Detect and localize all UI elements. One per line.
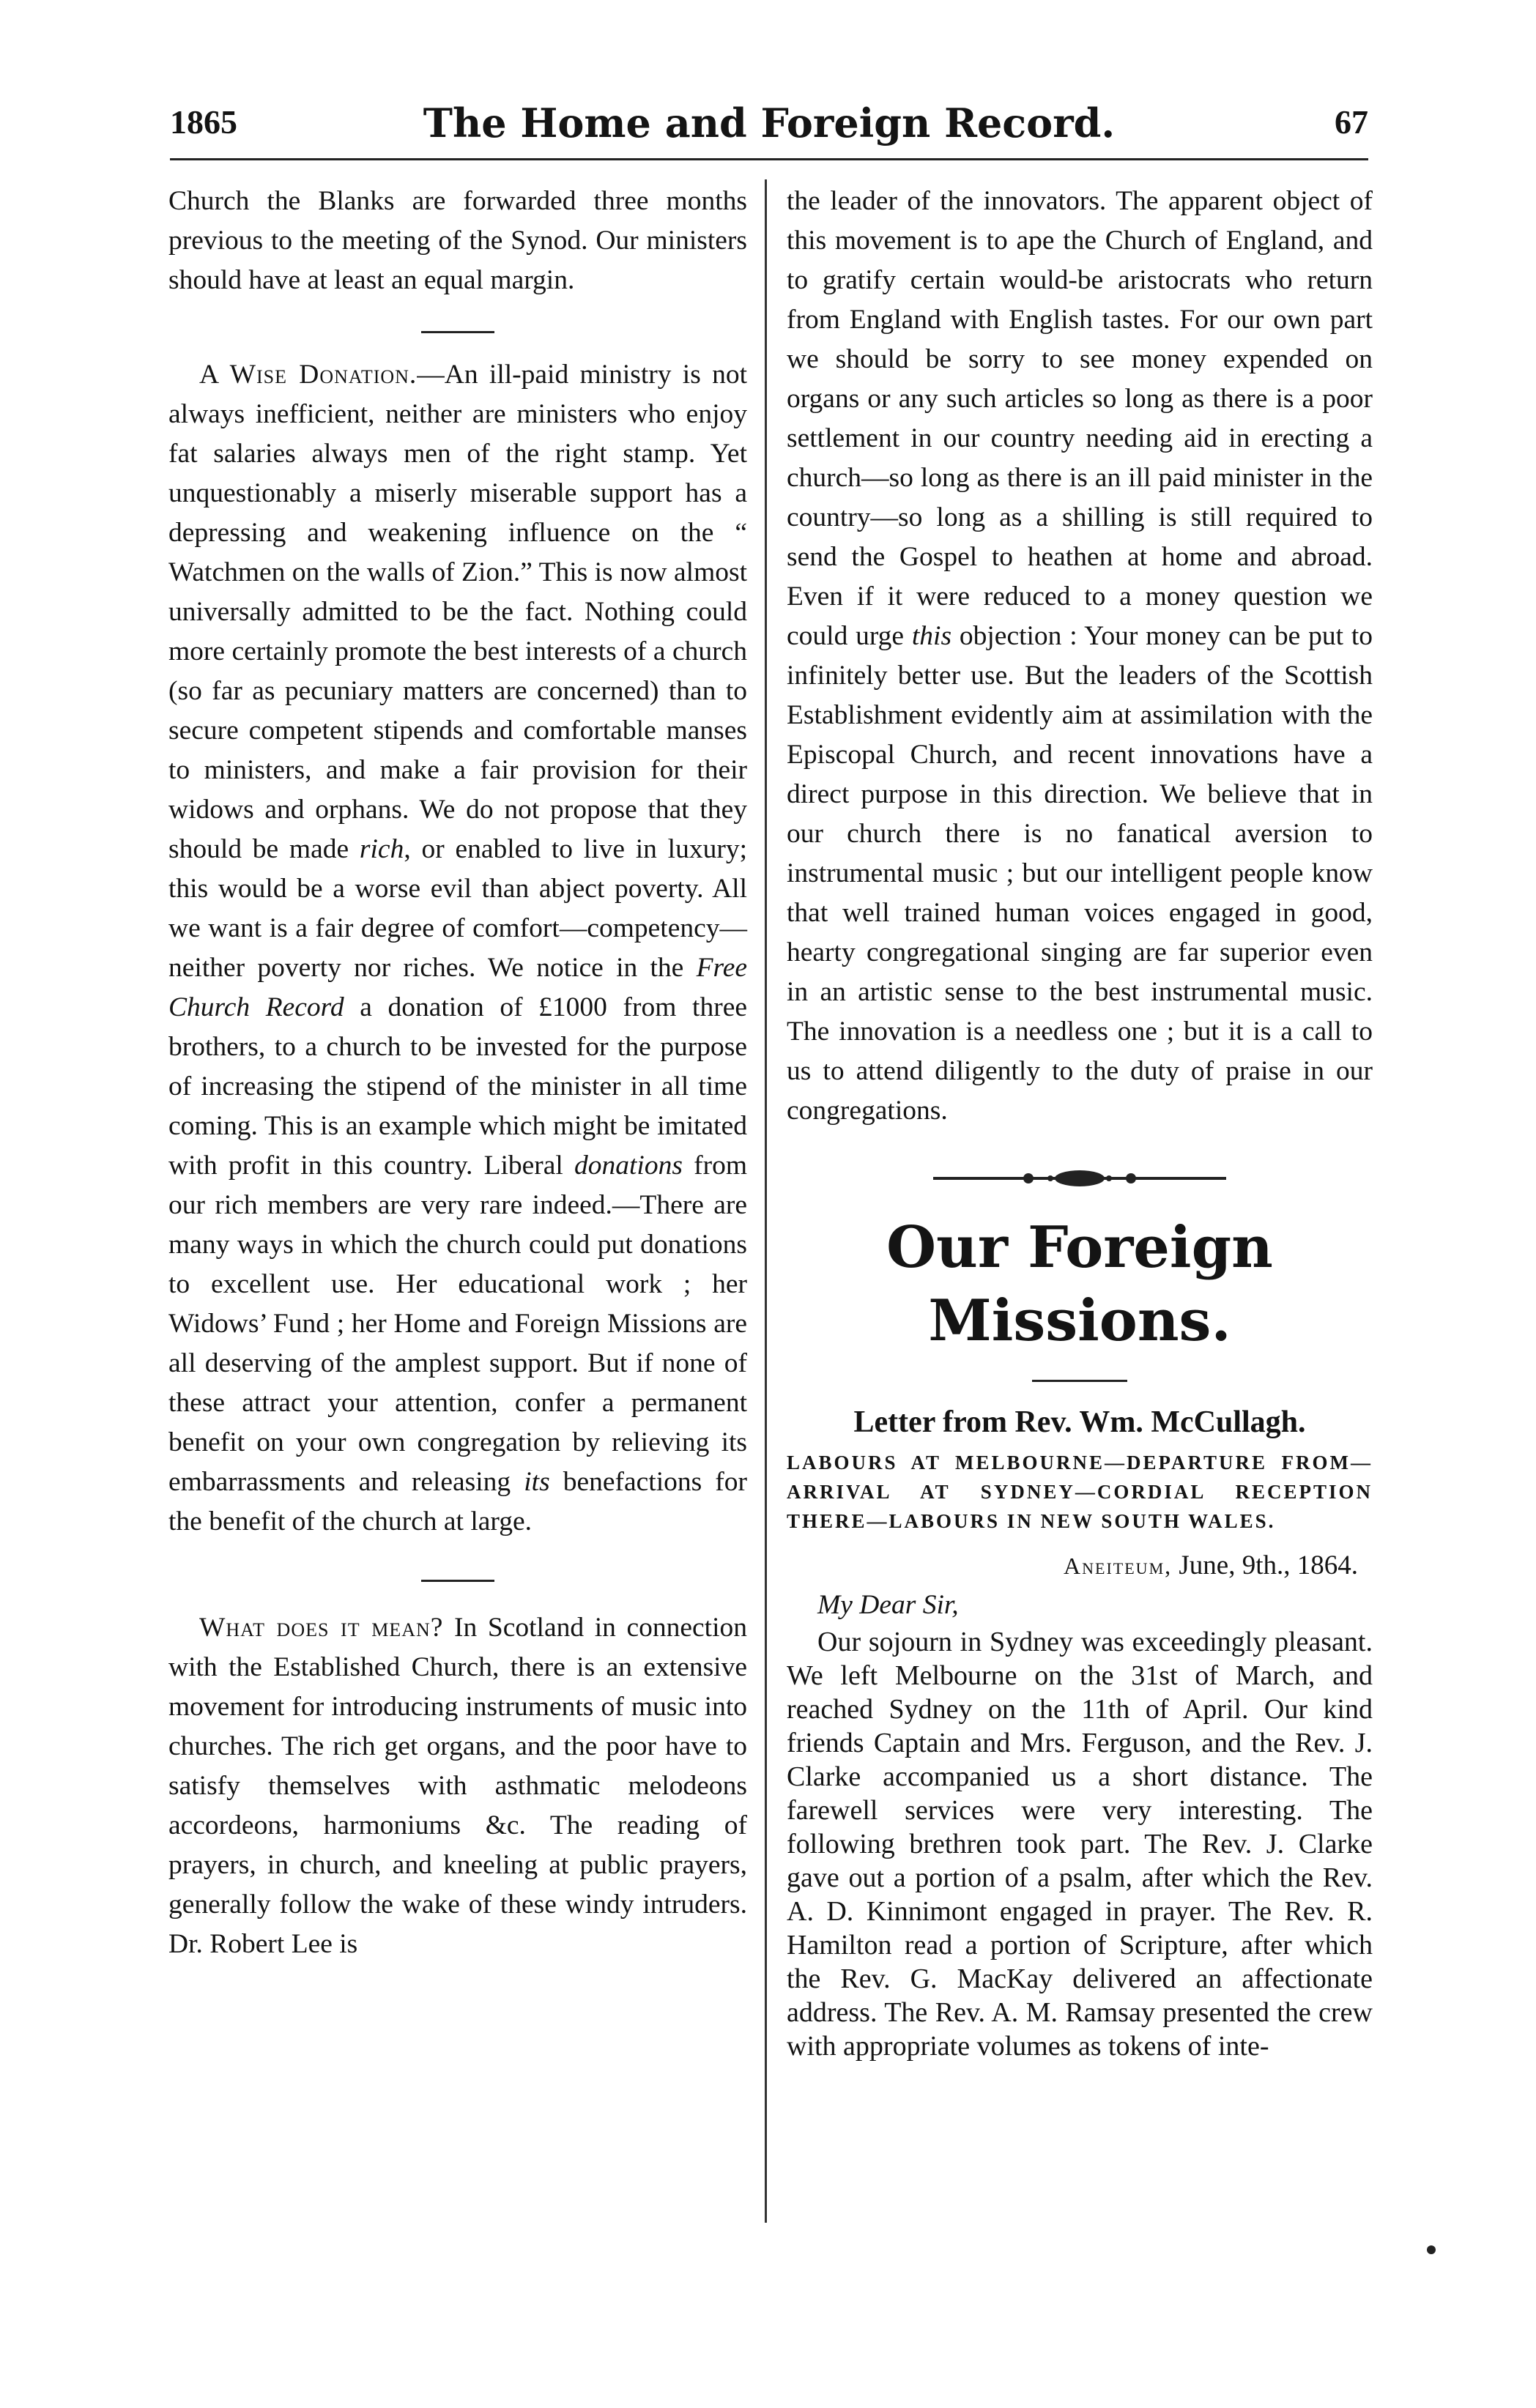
paragraph-letter-body: Our sojourn in Sydney was exceedingly pleasant. We left Melbourne on the 31st of March, and reached Sydney on the 11th of April. Our kind friends Captain and Mrs. Ferguson, and the Rev. J. Clarke accompanied us a short distance. The farewell services were very interesting. The following brethren took part. The Rev. J. Clarke gave out a portion of a psalm, after which the Rev. A. D. Kinnimont engaged in prayer. The Rev. R. Hamilton read a portion of Scripture, after which the Rev. G. MacKay delivered an affectionate address. The Rev. A. M. Ramsay presented the crew with appropriate volumes as tokens of inte- xyxy=(787,1627,1373,2062)
left-column xyxy=(168,182,747,1964)
letter-subheading: LABOURS AT MELBOURNE—DEPARTURE FROM—ARRIVAL AT SYDNEY—CORDIAL RECEPTION THERE—LABOURS IN NEW SOUTH WALES. xyxy=(787,1452,1373,1532)
header-rule xyxy=(170,158,1368,160)
title-underline xyxy=(1032,1380,1127,1382)
letter-salutation: My Dear Sir, xyxy=(817,1590,959,1620)
header-year: 1865 xyxy=(170,103,237,141)
paragraph-wise-donation: A Wise Donation.—An ill-paid ministry is not always inefficient, neither are ministers who enjoy fat salaries always men of the right stamp. Yet unquestionably a miserly miserable support has a depressing and weakening influence on the “ Watchmen on the walls of Zion.” This is now almost universally admitted to be the fact. Nothing could more certainly promote the best interests of a church (so far as pecuniary matters are concerned) than to secure competent stipends and comfortable manses to ministers, and make a fair provision for their widows and orphans. We do not propose that they should be made rich, or enabled to live in luxury; this would be a worse evil than abject poverty. All we want is a fair degree of comfort—competency—neither poverty nor riches. We notice in the Free Church Record a donation of £1000 from three brothers, to a church to be invested for the purpose of increasing the stipend of the minister in all time coming. This is an example which might be imitated with profit in this country. Liberal donations from our rich members are very rare indeed.—There are many ways in which the church could put donations to excellent use. Her educational work ; her Widows’ Fund ; her Home and Foreign Missions are all deserving of the amplest support. But if none of these attract your attention, confer a permanent benefit on your own congregation by relieving its embarrassments and releasing its benefactions for the benefit of the church at large. xyxy=(168,360,747,1536)
what-does-it-mean-lead: What does it mean? xyxy=(199,1613,444,1643)
paragraph-innovators: the leader of the innovators. The apparent object of this movement is to ape the Church of England, and to gratify certain would-be aristocrats who return from England with English tastes. For our own part we should be sorry to see money expended on organs or any such articles so long as there is a poor settlement in our country needing aid in erecting a church—so long as there is an ill paid minister in the country—so long as a shilling is still required to send the Gospel to heathen at home and abroad. Even if it were reduced to a money question we could urge this objection : Your money can be put to infinitely better use. But the leaders of the Scottish Establishment evidently aim at assimilation with the Episcopal Church, and recent innovations have a direct purpose in this direction. We believe that in our church there is no fanatical aversion to instrumental music ; but our intelligent people know that well trained human voices engaged in good, hearty congregational singing are far superior even in an artistic sense to the best instrumental music. The innovation is a needless one ; but it is a call to us to attend diligently to the duty of praise in our congregations. xyxy=(787,186,1373,1126)
ornament-divider xyxy=(933,1167,1226,1189)
letter-title: Letter from Rev. Wm. McCullagh. xyxy=(853,1405,1306,1439)
paragraph-blanks: Church the Blanks are forwarded three months previous to the meeting of the Synod. Our ministers should have at least an equal margin. xyxy=(168,186,747,295)
section-separator xyxy=(421,331,494,333)
section-separator xyxy=(421,1580,494,1582)
paragraph-what-does-it-mean: What does it mean? In Scotland in connection with the Established Church, there is an extensive movement for introducing instruments of music into churches. The rich get organs, and the poor have to satisfy themselves with asthmatic melodeons accordeons, harmoniums &c. The reading of prayers, in church, and kneeling at public prayers, generally follow the wake of these windy intruders. Dr. Robert Lee is xyxy=(168,1613,747,1959)
running-header xyxy=(170,100,1368,154)
header-page-number: 67 xyxy=(1335,103,1368,141)
right-column xyxy=(787,182,1373,2063)
letter-dateline: Aneiteum, June, 9th., 1864. xyxy=(1064,1550,1358,1580)
section-title-foreign-missions: Our Foreign Missions. xyxy=(886,1214,1273,1354)
print-speck xyxy=(1427,2245,1436,2254)
wise-donation-lead: A Wise Donation. xyxy=(199,360,418,390)
header-title: The Home and Foreign Record. xyxy=(423,100,1116,146)
free-church-record-title: Free Church Record xyxy=(168,953,747,1022)
column-divider xyxy=(765,179,767,2223)
